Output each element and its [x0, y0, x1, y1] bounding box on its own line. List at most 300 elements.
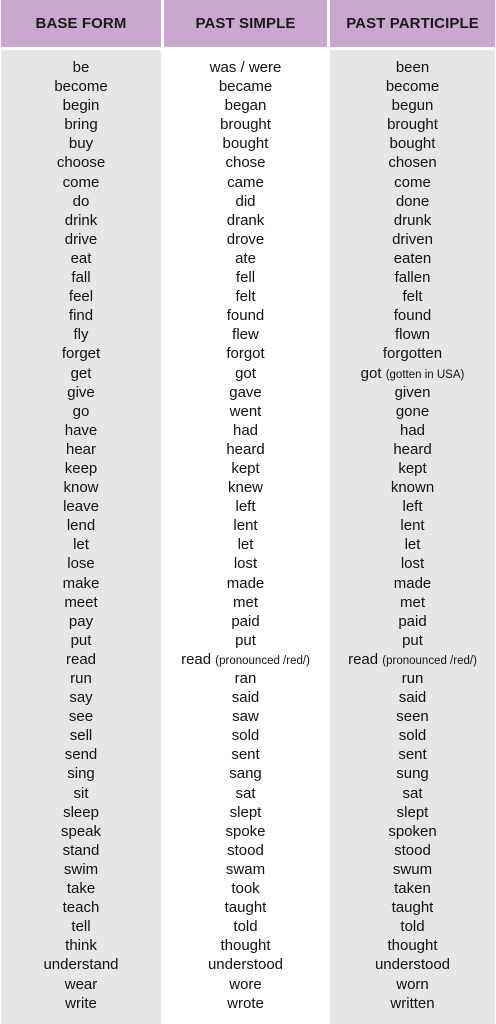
past-participle-cell: [330, 535, 495, 554]
verb-form: read: [181, 650, 212, 668]
past-participle-cell: [330, 975, 495, 994]
past-participle-cell: [330, 612, 495, 631]
verb-form: felt: [235, 288, 256, 306]
past-simple-cell: [164, 860, 327, 879]
verb-form: got: [360, 364, 382, 382]
verb-form: done: [395, 192, 430, 210]
verb-form: forget: [61, 345, 101, 363]
verb-form: think: [65, 937, 97, 955]
verb-form: become: [54, 78, 108, 96]
base-form-cell: [1, 153, 161, 172]
past-participle-cell: [330, 631, 495, 650]
past-participle-cell: [330, 173, 495, 192]
past-participle-cell: [330, 230, 495, 249]
verb-form: made: [393, 574, 432, 592]
base-form-cell: [1, 58, 161, 77]
base-form-cell: [1, 650, 161, 669]
verb-form: written: [390, 994, 435, 1012]
base-form-cell: [1, 306, 161, 325]
verb-form: fell: [235, 269, 256, 287]
past-participle-cell: [330, 115, 495, 134]
verb-form: say: [69, 689, 93, 707]
verb-form: became: [218, 78, 273, 96]
verb-form: felt: [402, 288, 423, 306]
verb-form: forgot: [226, 345, 265, 363]
verb-form: sold: [231, 727, 260, 745]
verb-form: read: [348, 650, 379, 668]
verb-form: meet: [64, 593, 98, 611]
verb-form: came: [227, 173, 264, 191]
past-participle-cell: [330, 325, 495, 344]
verb-form: let: [237, 536, 254, 554]
verb-form: told: [400, 918, 425, 936]
past-participle-cell: [330, 784, 495, 803]
base-form-cell: [1, 344, 161, 363]
verb-note: (pronounced /red/): [382, 654, 477, 667]
verb-form: be: [72, 59, 90, 76]
past-simple-cell: [164, 516, 327, 535]
past-simple-cell: [164, 497, 327, 516]
past-participle-cell: [330, 306, 495, 325]
verb-form: run: [401, 670, 424, 687]
past-simple-cell: [164, 994, 327, 1013]
past-simple-cell: [164, 421, 327, 440]
verb-form: teach: [62, 899, 100, 917]
verb-form: fallen: [394, 269, 431, 287]
past-simple-cell: [164, 440, 327, 459]
verb-form: was / were: [209, 59, 282, 76]
past-participle-cell: [330, 134, 495, 153]
verb-form: understood: [374, 956, 451, 974]
verb-form: keep: [64, 459, 98, 477]
verb-form: sung: [396, 765, 429, 783]
verb-form: left: [235, 498, 256, 516]
verb-form: brought: [387, 116, 438, 134]
verb-form: ran: [234, 670, 257, 687]
verb-form: begin: [62, 97, 100, 115]
verb-form: sell: [69, 727, 93, 745]
verb-form: said: [231, 689, 260, 707]
base-form-cell: [1, 898, 161, 917]
verb-form: met: [232, 593, 258, 611]
past-participle-column: [330, 0, 495, 1024]
base-form-cell: [1, 764, 161, 783]
past-participle-cell: [330, 58, 495, 77]
base-form-cell: [1, 841, 161, 860]
past-simple-cell: [164, 383, 327, 402]
verb-form: chose: [225, 154, 266, 172]
verb-form: give: [67, 383, 95, 401]
base-form-header: BASE FORM: [1, 0, 161, 47]
past-participle-cell: [330, 287, 495, 306]
verb-form: drink: [64, 211, 98, 229]
past-participle-cell: [330, 936, 495, 955]
verb-form: make: [62, 574, 100, 592]
past-simple-cell: [164, 936, 327, 955]
past-participle-cell: [330, 268, 495, 287]
verb-form: wrote: [227, 994, 264, 1012]
verb-form: take: [66, 880, 96, 898]
verb-form: run: [70, 670, 92, 687]
verb-form: let: [404, 536, 421, 554]
past-simple-cell: [164, 688, 327, 707]
base-form-cell: [1, 745, 161, 764]
verb-form: stood: [394, 841, 431, 859]
past-simple-cell: [164, 478, 327, 497]
verb-form: made: [226, 574, 265, 592]
base-form-cell: [1, 268, 161, 287]
verb-form: sat: [402, 784, 423, 802]
past-participle-list: [330, 50, 495, 1024]
past-simple-cell: [164, 364, 327, 383]
past-participle-cell: [330, 898, 495, 917]
verb-form: go: [72, 402, 90, 420]
past-simple-list: [164, 50, 327, 1024]
past-simple-cell: [164, 192, 327, 211]
verb-form: ate: [235, 249, 256, 267]
verb-form: taught: [391, 899, 434, 917]
verb-form: lost: [400, 555, 425, 573]
base-form-cell: [1, 554, 161, 573]
past-simple-cell: [164, 211, 327, 230]
past-participle-cell: [330, 726, 495, 745]
verb-form: get: [70, 364, 92, 382]
verb-form: lent: [400, 517, 425, 535]
past-participle-cell: [330, 650, 495, 669]
base-form-cell: [1, 917, 161, 936]
verb-form: feel: [68, 288, 94, 306]
base-form-cell: [1, 287, 161, 306]
verb-form: wear: [64, 975, 98, 993]
verb-form: took: [231, 880, 260, 898]
base-form-cell: [1, 593, 161, 612]
verb-form: drunk: [393, 211, 432, 229]
past-participle-cell: [330, 440, 495, 459]
base-form-cell: [1, 707, 161, 726]
verb-form: drove: [226, 230, 265, 248]
past-participle-cell: [330, 917, 495, 936]
past-simple-cell: [164, 287, 327, 306]
verb-form: pay: [68, 612, 94, 630]
past-participle-cell: [330, 994, 495, 1013]
past-simple-cell: [164, 134, 327, 153]
verb-note: (gotten in USA): [385, 368, 465, 381]
past-simple-cell: [164, 77, 327, 96]
verb-form: eat: [70, 249, 92, 267]
past-simple-header: PAST SIMPLE: [164, 0, 327, 47]
past-participle-cell: [330, 554, 495, 573]
verb-form: known: [390, 479, 435, 497]
verb-form: swum: [392, 860, 433, 878]
verb-form: wore: [229, 975, 262, 993]
base-form-cell: [1, 784, 161, 803]
past-simple-cell: [164, 306, 327, 325]
base-form-cell: [1, 211, 161, 230]
verb-form: eaten: [393, 249, 432, 267]
past-simple-cell: [164, 841, 327, 860]
verb-form: paid: [398, 612, 427, 630]
verb-form: did: [235, 192, 256, 210]
base-form-cell: [1, 134, 161, 153]
verb-form: flown: [394, 326, 431, 344]
past-participle-cell: [330, 421, 495, 440]
verb-form: send: [64, 746, 98, 764]
past-participle-cell: [330, 707, 495, 726]
verb-form: choose: [56, 154, 106, 172]
past-participle-cell: [330, 688, 495, 707]
base-form-cell: [1, 478, 161, 497]
verb-form: kept: [231, 459, 260, 477]
verb-form: given: [394, 383, 431, 401]
base-form-cell: [1, 96, 161, 115]
past-simple-cell: [164, 745, 327, 764]
past-simple-cell: [164, 173, 327, 192]
past-simple-cell: [164, 574, 327, 593]
verb-form: put: [235, 631, 256, 649]
past-simple-cell: [164, 784, 327, 803]
verb-form: met: [399, 593, 425, 611]
verb-form: left: [402, 498, 423, 516]
verb-form: write: [65, 994, 97, 1012]
past-participle-cell: [330, 402, 495, 421]
base-form-cell: [1, 975, 161, 994]
verb-form: flew: [232, 326, 259, 344]
base-form-cell: [1, 459, 161, 478]
verb-form: sleep: [63, 803, 99, 821]
past-participle-cell: [330, 383, 495, 402]
verb-form: become: [385, 78, 440, 96]
verb-form: heard: [393, 440, 432, 458]
verb-form: drive: [64, 230, 98, 248]
base-form-cell: [1, 612, 161, 631]
verb-form: see: [68, 708, 94, 726]
verb-form: find: [68, 307, 94, 325]
base-form-cell: [1, 325, 161, 344]
past-simple-cell: [164, 459, 327, 478]
verb-form: got: [235, 364, 256, 382]
verb-form: stand: [62, 841, 100, 859]
verb-form: began: [224, 97, 267, 115]
verb-form: been: [395, 59, 430, 76]
past-participle-header: PAST PARTICIPLE: [330, 0, 495, 47]
past-participle-cell: [330, 344, 495, 363]
verb-form: speak: [60, 822, 102, 840]
base-form-cell: [1, 726, 161, 745]
verb-form: paid: [231, 612, 260, 630]
verb-form: slept: [229, 803, 262, 821]
past-simple-cell: [164, 879, 327, 898]
past-participle-cell: [330, 211, 495, 230]
base-form-column: [1, 0, 161, 1024]
verb-form: chosen: [388, 154, 437, 172]
base-form-cell: [1, 77, 161, 96]
past-simple-cell: [164, 344, 327, 363]
verb-form: slept: [396, 803, 429, 821]
past-simple-cell: [164, 612, 327, 631]
verb-form: understood: [207, 956, 284, 974]
past-simple-cell: [164, 975, 327, 994]
past-participle-cell: [330, 841, 495, 860]
base-form-cell: [1, 669, 161, 688]
past-participle-cell: [330, 96, 495, 115]
past-simple-cell: [164, 669, 327, 688]
base-form-cell: [1, 936, 161, 955]
verb-form: had: [399, 421, 426, 439]
base-form-cell: [1, 497, 161, 516]
verb-form: taken: [394, 880, 431, 898]
past-participle-cell: [330, 516, 495, 535]
verb-form: put: [402, 631, 423, 649]
past-simple-cell: [164, 803, 327, 822]
base-form-cell: [1, 688, 161, 707]
verb-form: found: [226, 307, 265, 325]
verb-form: kept: [398, 459, 427, 477]
verb-form: understand: [43, 956, 119, 974]
verb-form: sold: [398, 727, 427, 745]
past-simple-cell: [164, 631, 327, 650]
verb-form: sent: [231, 746, 260, 764]
base-form-cell: [1, 631, 161, 650]
past-simple-cell: [164, 917, 327, 936]
verb-form: spoke: [225, 822, 266, 840]
base-form-cell: [1, 115, 161, 134]
verb-form: let: [73, 536, 89, 554]
past-simple-cell: [164, 535, 327, 554]
past-participle-cell: [330, 955, 495, 974]
base-form-cell: [1, 879, 161, 898]
past-participle-cell: [330, 764, 495, 783]
verb-form: buy: [68, 135, 94, 153]
past-simple-cell: [164, 707, 327, 726]
past-simple-cell: [164, 58, 327, 77]
verb-form: driven: [392, 230, 433, 248]
verb-note: (pronounced /red/): [215, 654, 310, 667]
past-simple-cell: [164, 650, 327, 669]
verb-form: have: [64, 421, 98, 439]
verb-form: tell: [71, 918, 91, 936]
past-simple-cell: [164, 593, 327, 612]
past-participle-cell: [330, 669, 495, 688]
base-form-cell: [1, 803, 161, 822]
verb-form: knew: [227, 479, 264, 497]
past-simple-cell: [164, 764, 327, 783]
past-participle-cell: [330, 459, 495, 478]
verb-form: do: [72, 192, 90, 210]
past-participle-cell: [330, 192, 495, 211]
verb-form: lend: [66, 517, 96, 535]
past-participle-cell: [330, 249, 495, 268]
base-form-cell: [1, 994, 161, 1013]
verb-form: lost: [233, 555, 258, 573]
verb-form: read: [65, 650, 97, 668]
verb-form: said: [398, 689, 427, 707]
verb-form: told: [233, 918, 258, 936]
past-participle-cell: [330, 860, 495, 879]
verb-form: lose: [67, 555, 95, 573]
past-simple-cell: [164, 554, 327, 573]
verb-form: sent: [398, 746, 427, 764]
verb-form: put: [70, 631, 92, 649]
past-simple-cell: [164, 115, 327, 134]
verb-form: stood: [227, 841, 264, 859]
base-form-cell: [1, 955, 161, 974]
verb-form: had: [232, 421, 259, 439]
past-simple-cell: [164, 822, 327, 841]
past-participle-cell: [330, 593, 495, 612]
past-participle-cell: [330, 822, 495, 841]
verb-form: bought: [222, 135, 269, 153]
base-form-cell: [1, 516, 161, 535]
base-form-cell: [1, 860, 161, 879]
verb-form: heard: [226, 440, 265, 458]
past-simple-cell: [164, 249, 327, 268]
past-simple-cell: [164, 230, 327, 249]
verb-form: thought: [220, 937, 271, 955]
past-participle-cell: [330, 478, 495, 497]
past-simple-cell: [164, 96, 327, 115]
verb-form: lent: [233, 517, 258, 535]
verb-form: begun: [391, 97, 434, 115]
past-simple-cell: [164, 153, 327, 172]
base-form-cell: [1, 402, 161, 421]
base-form-list: [1, 50, 161, 1024]
base-form-cell: [1, 535, 161, 554]
verb-form: thought: [387, 937, 438, 955]
verb-form: swam: [225, 860, 266, 878]
past-simple-cell: [164, 955, 327, 974]
past-simple-cell: [164, 898, 327, 917]
verb-form: spoken: [388, 822, 437, 840]
verb-form: forgotten: [382, 345, 443, 363]
verb-form: sang: [229, 765, 262, 783]
verb-form: saw: [232, 708, 259, 726]
base-form-cell: [1, 440, 161, 459]
base-form-cell: [1, 249, 161, 268]
past-simple-column: [164, 0, 327, 1024]
past-participle-cell: [330, 745, 495, 764]
past-participle-cell: [330, 879, 495, 898]
verb-form: come: [394, 173, 431, 191]
base-form-cell: [1, 421, 161, 440]
past-participle-cell: [330, 574, 495, 593]
verb-form: went: [229, 402, 262, 420]
verb-form: taught: [224, 899, 267, 917]
verb-form: gone: [395, 402, 430, 420]
base-form-cell: [1, 574, 161, 593]
base-form-cell: [1, 364, 161, 383]
verb-form: gave: [229, 383, 262, 401]
verb-form: bought: [389, 135, 436, 153]
verb-form: know: [63, 479, 99, 497]
past-simple-cell: [164, 402, 327, 421]
verb-form: leave: [63, 498, 99, 516]
past-simple-cell: [164, 325, 327, 344]
past-participle-cell: [330, 803, 495, 822]
verb-form: sing: [67, 765, 95, 783]
verb-form: swim: [63, 860, 99, 878]
verb-form: worn: [396, 975, 429, 993]
verb-form: brought: [220, 116, 271, 134]
verb-form: drank: [226, 211, 265, 229]
past-participle-cell: [330, 497, 495, 516]
base-form-cell: [1, 173, 161, 192]
past-participle-cell: [330, 364, 495, 383]
base-form-cell: [1, 822, 161, 841]
past-participle-cell: [330, 153, 495, 172]
verb-form: sat: [235, 784, 256, 802]
verb-form: seen: [396, 708, 429, 726]
verb-form: sit: [73, 784, 89, 802]
